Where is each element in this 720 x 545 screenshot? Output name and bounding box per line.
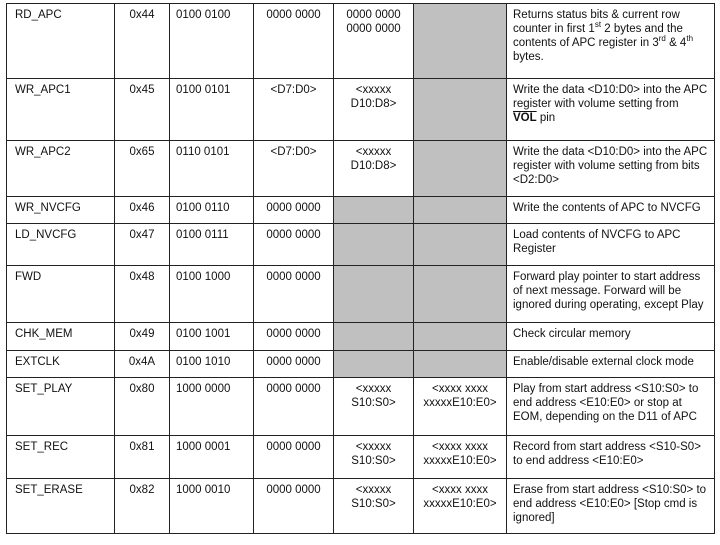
shaded-cell — [414, 351, 507, 378]
command-binary: 0100 1001 — [170, 323, 254, 351]
data-byte-1: 0000 0000 — [254, 266, 334, 323]
vol-pin-label: $\overline{VOL}$ — [513, 112, 537, 124]
command-name: RD_APC — [7, 4, 115, 79]
table-row — [7, 79, 715, 141]
command-binary: 0110 0101 — [170, 141, 254, 197]
data-byte-3-text: <xxxx xxxx xxxxxE10:E0> — [423, 441, 497, 467]
command-binary: 1000 0010 — [170, 479, 254, 534]
data-byte-2-text: <xxxxx S10:S0> — [351, 383, 396, 409]
data-byte-2 — [334, 141, 414, 197]
table-row — [7, 197, 715, 224]
data-byte-2 — [334, 4, 414, 79]
data-byte-2 — [334, 378, 414, 436]
command-code: 0x80 — [115, 378, 170, 436]
command-code: 0x81 — [115, 436, 170, 479]
data-byte-2-text: <xxxxx D10:D8> — [350, 84, 397, 110]
command-name: SET_PLAY — [7, 378, 115, 436]
command-binary: 0100 0100 — [170, 4, 254, 79]
table-row — [7, 224, 715, 266]
shaded-cell — [334, 351, 414, 378]
data-byte-3 — [414, 378, 507, 436]
command-description — [507, 4, 715, 79]
command-name: SET_ERASE — [7, 479, 115, 534]
command-description: Record from start address <S10-S0> to end address <E10:E0> — [507, 436, 715, 479]
desc-part: bytes. — [513, 51, 544, 63]
command-code: 0x4A — [115, 351, 170, 378]
command-code: 0x82 — [115, 479, 170, 534]
shaded-cell — [414, 224, 507, 266]
data-byte-1: <D7:D0> — [254, 79, 334, 141]
shaded-cell — [334, 197, 414, 224]
command-name: CHK_MEM — [7, 323, 115, 351]
table-row — [7, 479, 715, 534]
command-code: 0x65 — [115, 141, 170, 197]
data-byte-3-text: <xxxx xxxx xxxxxE10:E0> — [423, 383, 497, 409]
data-byte-1: 0000 0000 — [254, 4, 334, 79]
desc-part: 2 bytes and the contents of APC register in 3 — [513, 23, 683, 49]
command-binary: 0100 0110 — [170, 197, 254, 224]
command-code: 0x48 — [115, 266, 170, 323]
data-byte-1: 0000 0000 — [254, 378, 334, 436]
data-byte-1: 0000 0000 — [254, 323, 334, 351]
desc-part: & 4 — [665, 37, 687, 49]
command-description: Load contents of NVCFG to APC Register — [507, 224, 715, 266]
command-name: LD_NVCFG — [7, 224, 115, 266]
table-row — [7, 436, 715, 479]
data-byte-3 — [414, 479, 507, 534]
command-name: EXTCLK — [7, 351, 115, 378]
command-binary: 0100 0111 — [170, 224, 254, 266]
command-description — [507, 79, 715, 141]
command-description: Forward play pointer to start address of next message. Forward will be ignored during operating, except Play — [507, 266, 715, 323]
shaded-cell — [414, 4, 507, 79]
desc-part: Returns status bits & current row counter in first 1 — [513, 9, 680, 35]
table-row — [7, 4, 715, 79]
data-byte-2 — [334, 79, 414, 141]
command-binary: 1000 0001 — [170, 436, 254, 479]
desc-part: Write the data <D10:D0> into the APC register with volume setting from — [513, 84, 708, 110]
data-byte-1: 0000 0000 — [254, 479, 334, 534]
data-byte-1: 0000 0000 — [254, 436, 334, 479]
command-code: 0x45 — [115, 79, 170, 141]
table-row — [7, 141, 715, 197]
command-description: Write the data <D10:D0> into the APC register with volume setting from bits <D2:D0> — [507, 141, 715, 197]
data-byte-3 — [414, 436, 507, 479]
data-byte-2-text: <xxxxx S10:S0> — [351, 484, 396, 510]
data-byte-2 — [334, 479, 414, 534]
command-binary: 0100 0101 — [170, 79, 254, 141]
shaded-cell — [334, 224, 414, 266]
command-binary: 1000 0000 — [170, 378, 254, 436]
command-description: Check circular memory — [507, 323, 715, 351]
data-byte-2 — [334, 436, 414, 479]
table-row — [7, 378, 715, 436]
data-byte-2-text: 0000 0000 0000 0000 — [346, 9, 401, 35]
command-code: 0x44 — [115, 4, 170, 79]
command-binary: 0100 1000 — [170, 266, 254, 323]
shaded-cell — [414, 323, 507, 351]
shaded-cell — [414, 266, 507, 323]
desc-part: pin — [536, 112, 556, 124]
table-row — [7, 323, 715, 351]
shaded-cell — [414, 141, 507, 197]
desc-sup: st — [594, 20, 602, 30]
table-row — [7, 266, 715, 323]
data-byte-1: 0000 0000 — [254, 197, 334, 224]
shaded-cell — [414, 79, 507, 141]
shaded-cell — [414, 197, 507, 224]
command-binary: 0100 1010 — [170, 351, 254, 378]
data-byte-1: <D7:D0> — [254, 141, 334, 197]
shaded-cell — [334, 323, 414, 351]
command-name: WR_APC1 — [7, 79, 115, 141]
data-byte-3-text: <xxxx xxxx xxxxxE10:E0> — [423, 484, 497, 510]
table-row — [7, 351, 715, 378]
command-description: Enable/disable external clock mode — [507, 351, 715, 378]
desc-sup: th — [686, 34, 694, 44]
command-name: WR_NVCFG — [7, 197, 115, 224]
command-name: WR_APC2 — [7, 141, 115, 197]
command-table — [6, 3, 715, 534]
command-description: Erase from start address <S10:S0> to end address <E10:E0> [Stop cmd is ignored] — [507, 479, 715, 534]
command-code: 0x46 — [115, 197, 170, 224]
command-description: Play from start address <S10:S0> to end address <E10:E0> or stop at EOM, depending on the D11 of APC — [507, 378, 715, 436]
data-byte-1: 0000 0000 — [254, 351, 334, 378]
command-name: FWD — [7, 266, 115, 323]
command-description: Write the contents of APC to NVCFG — [507, 197, 715, 224]
command-code: 0x47 — [115, 224, 170, 266]
desc-sup: rd — [658, 34, 666, 44]
data-byte-2-text: <xxxxx D10:D8> — [350, 146, 397, 172]
shaded-cell — [334, 266, 414, 323]
command-name: SET_REC — [7, 436, 115, 479]
data-byte-2-text: <xxxxx S10:S0> — [351, 441, 396, 467]
data-byte-1: 0000 0000 — [254, 224, 334, 266]
command-code: 0x49 — [115, 323, 170, 351]
